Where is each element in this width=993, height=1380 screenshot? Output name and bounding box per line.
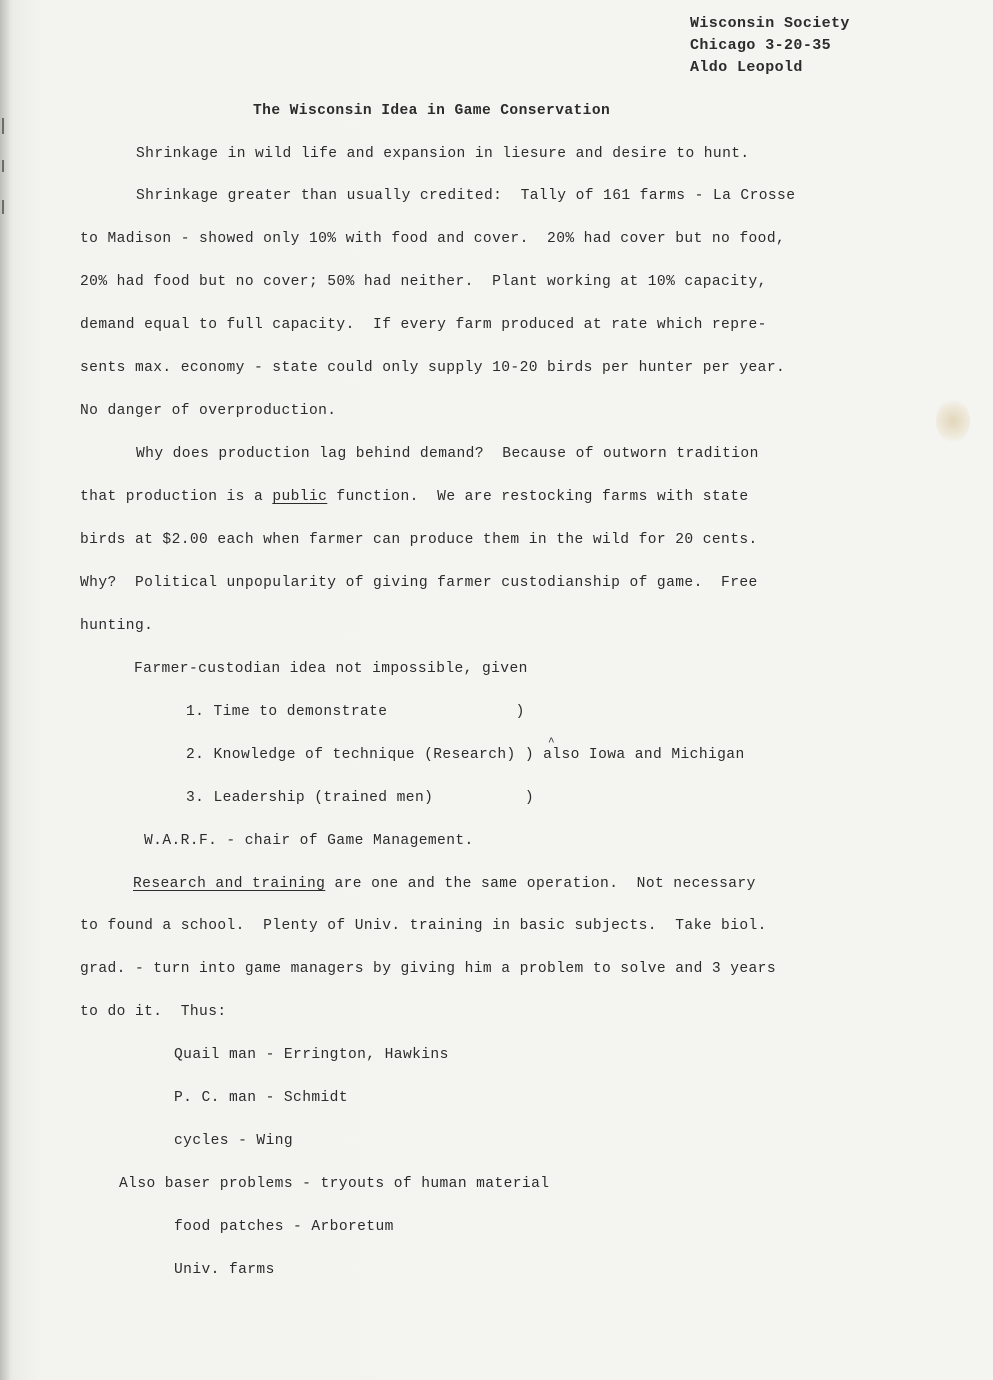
paragraph2-line: Why does production lag behind demand? Because of outworn tradition [136,446,759,462]
paragraph1-line: No danger of overproduction. [80,403,337,419]
list-item: 3. Leadership (trained men) ) [186,790,534,806]
document-title: The Wisconsin Idea in Game Conservation [253,103,611,119]
binding-mark [2,118,4,134]
research-line: grad. - turn into game managers by giving him a problem to solve and 3 years [80,961,776,977]
research-line [133,875,756,893]
paragraph2-line: hunting. [80,618,154,634]
research-line: to found a school. Plenty of Univ. training in basic subjects. Take biol. [80,918,767,934]
paragraph2-line [80,488,749,506]
warf-line: W.A.R.F. - chair of Game Management. [144,833,474,849]
also-item: food patches - Arboretum [174,1219,394,1235]
binding-mark [2,200,4,214]
paragraph1-line: to Madison - showed only 10% with food and cover. 20% had cover but no food, [80,231,786,247]
intro-line: Shrinkage in wild life and expansion in liesure and desire to hunt. [136,146,750,162]
underlined-research-and-training: Research and training [133,876,326,892]
paragraph1-line: 20% had food but no cover; 50% had neither. Plant working at 10% capacity, [80,274,767,290]
also-item: Univ. farms [174,1262,275,1278]
also-line: Also baser problems - tryouts of human material [119,1176,550,1192]
paragraph2-line: birds at $2.00 each when farmer can produce them in the wild for 20 cents. [80,532,758,548]
list-item: 1. Time to demonstrate ) [186,704,525,720]
example-item: cycles - Wing [174,1133,294,1149]
header-place-date: Chicago 3-20-35 [690,37,832,54]
research-line: to do it. Thus: [80,1004,227,1020]
binding-mark [2,160,4,172]
research-text: are one and the same operation. Not necessary [325,876,756,892]
paragraph1-line: sents max. economy - state could only supply 10-20 birds per hunter per year. [80,360,786,376]
underlined-word-public: public [272,489,328,505]
example-item: Quail man - Errington, Hawkins [174,1047,449,1063]
paragraph2-text: that production is a [80,489,273,505]
paragraph1-line: Shrinkage greater than usually credited: Tally of 161 farms - La Crosse [136,188,796,204]
paragraph2-text: function. We are restocking farms with state [327,489,749,505]
insertion-mark: ^ [548,737,556,749]
farmer-custodian-intro: Farmer-custodian idea not impossible, given [134,661,528,677]
paragraph1-line: demand equal to full capacity. If every farm produced at rate which repre- [80,317,767,333]
example-item: P. C. man - Schmidt [174,1090,348,1106]
paragraph2-line: Why? Political unpopularity of giving farmer custodianship of game. Free [80,575,758,591]
header-society: Wisconsin Society [690,15,850,32]
list-item: 2. Knowledge of technique (Research) ) also Iowa and Michigan [186,747,745,763]
paper-stain [936,398,970,444]
header-author: Aldo Leopold [690,59,803,76]
